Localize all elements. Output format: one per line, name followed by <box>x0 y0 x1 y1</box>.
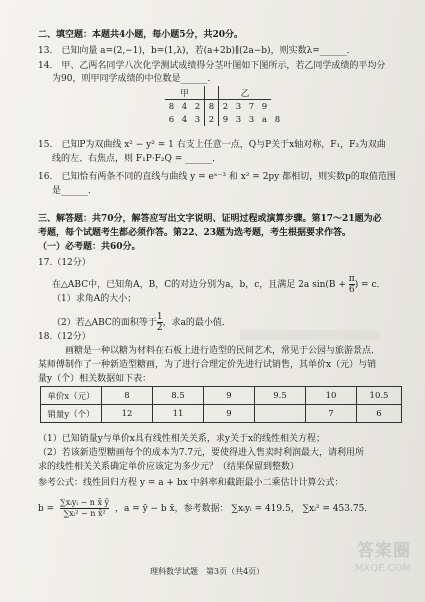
question-18-part-1: （1）已知销量y与单价x具有线性相关关系，求y关于x的线性相关方程； <box>38 434 326 444</box>
regression-formula <box>38 498 373 519</box>
question-17-part-1: （1）求角A的大小； <box>52 294 137 304</box>
watermark-logo <box>333 542 411 584</box>
sales-cell <box>255 405 306 423</box>
stem-cell: 3 <box>235 101 242 112</box>
question-15-line-1: 15. 已知P为双曲线 x² − y² = 1 右支上任意一点，Q与P关于x轴对称，F₁，F₂为双曲 <box>38 140 386 150</box>
section-3-title-2: 考题，每个试题考生都必须作答。第22、23题为选考题，考生根据要求作答。 <box>38 228 352 238</box>
paper-stain <box>240 330 380 340</box>
stem-value: 8 <box>205 100 219 114</box>
question-17-part-2 <box>52 312 231 333</box>
stem-cell: 9 <box>222 114 229 125</box>
page-footer: 理科数学试题 第3页（共4页） <box>150 567 265 576</box>
watermark-top: 答案圈 <box>357 541 411 561</box>
stem-cell: 9 <box>261 101 268 112</box>
stem-cell: 4 <box>181 101 188 112</box>
section-2-title: 二、填空题：本题共4小题，每小题5分，共20分。 <box>38 30 244 40</box>
reference-data-sum-x2: ∑xᵢ² = 453.75． <box>302 504 374 514</box>
stem-cell: a <box>261 114 268 125</box>
price-sales-table <box>40 386 402 423</box>
stem-header-jia: 甲 <box>165 86 205 100</box>
price-cell: 9.5 <box>255 387 306 405</box>
intercept-and-data-label: ，a = ȳ − b x̄，参考数据： <box>114 504 229 514</box>
watermark-bottom: MXQE.COM <box>354 563 411 574</box>
slope-fraction <box>60 498 109 519</box>
stem-cell: 2 <box>222 101 229 112</box>
question-17-stem <box>52 274 386 295</box>
question-18-heading: 18.（12分） <box>38 332 91 342</box>
stem-cell: 8 <box>274 114 281 125</box>
question-17-part-2-text: （2）若△ABC的面积等于 <box>52 318 157 328</box>
stem-cell: 3 <box>194 114 201 125</box>
stem-cell: 3 <box>248 114 255 125</box>
stem-cell: 7 <box>248 101 255 112</box>
question-16-line-2: 是______． <box>52 186 98 196</box>
slope-numerator: ∑xᵢyᵢ − n x̄ ȳ <box>60 498 110 507</box>
question-16-line-1: 16. 已知恰有两条不同的直线与曲线 y = eˣ⁻³ 和 x² = 2py 都相切，则实数p的取值范围 <box>38 172 396 182</box>
stem-cell: 8 <box>168 101 175 112</box>
price-cell: 10.5 <box>357 387 402 405</box>
reference-data-sum-xy: ∑xᵢyᵢ = 419.5， <box>231 504 300 514</box>
question-15-line-2: 线的左、右焦点，则 F₁P·F₂Q = ______． <box>52 154 222 164</box>
sales-cell: 9 <box>204 405 255 423</box>
question-17-heading: 17.（12分） <box>38 258 91 268</box>
sales-cell: 12 <box>102 405 153 423</box>
question-18-line-2: 某师傅制作了一种新造型糖画，为了进行合理定价先进行试销售，其单价x（元）与销 <box>38 360 377 370</box>
question-18-line-3: 量y（个）相关数据如下表： <box>38 374 152 384</box>
stem-cell: 6 <box>168 114 175 125</box>
question-18-line-1: 画糖是一种以糖为材料在石板上进行造型的民间艺术，常见于公园与旅游景点． <box>38 346 381 356</box>
price-cell: 10 <box>306 387 357 405</box>
price-cell: 8 <box>102 387 153 405</box>
sales-cell: 11 <box>153 405 204 423</box>
stem-cell: 3 <box>235 114 242 125</box>
stem-cell: 2 <box>194 101 201 112</box>
row-label-sales: 销量y（个） <box>41 405 102 423</box>
question-18-part-2-line-2: 求的线性相关关系确定单价应该定为多少元？（结果保留到整数） <box>38 462 300 472</box>
stem-header-yi: 乙 <box>219 86 272 100</box>
fraction-denominator: 2 <box>156 323 163 333</box>
question-17-text: 在△ABC中，已知角A，B，C的对边分别为a，b，c，且满足 2a sin(B + <box>52 280 349 290</box>
question-17-text-end: ) = c． <box>354 280 386 290</box>
fraction-numerator: π <box>348 274 355 284</box>
question-14-line-1: 14. 甲、乙两名同学八次化学测试成绩得分茎叶图如下图所示，若乙同学成绩的平均分 <box>38 61 386 71</box>
sales-cell: 6 <box>357 405 402 423</box>
price-cell: 8.5 <box>153 387 204 405</box>
question-14-line-2: 为90，则甲同学成绩的中位数是______． <box>52 74 217 84</box>
stem-cell: 4 <box>181 114 188 125</box>
stem-value: 2 <box>205 113 219 126</box>
question-17-part-2-end: ，求a的最小值． <box>162 318 231 328</box>
stem-leaf-plot <box>165 86 284 126</box>
slope-label: b = <box>38 504 55 514</box>
fraction-denominator: 6 <box>348 285 355 295</box>
price-cell: 9 <box>204 387 255 405</box>
section-3-title-1: 三、解答题：共70分，解答应写出文字说明、证明过程或演算步骤。第17～21题为必 <box>38 214 382 224</box>
slope-denominator: ∑xᵢ² − n x̄² <box>63 509 106 518</box>
section-3-subtitle: （一）必考题：共60分。 <box>38 242 141 252</box>
sales-cell: 7 <box>306 405 357 423</box>
reference-formula-label: 参考公式：线性回归方程 y = a + bx 中斜率和截距最小二乘估计计算公式： <box>38 478 344 488</box>
row-label-price: 单价x（元） <box>41 387 102 405</box>
question-13: 13. 已知向量 a=(2,−1)，b=(1,λ)，若(a+2b)∥(2a−b)，则实数λ=______． <box>38 46 356 56</box>
question-18-part-2-line-1: （2）若该新造型糖画每个的成本为7.7元，要使得进入售卖时利润最大，请利用所 <box>38 448 365 458</box>
fraction-numerator: 1 <box>156 312 163 322</box>
